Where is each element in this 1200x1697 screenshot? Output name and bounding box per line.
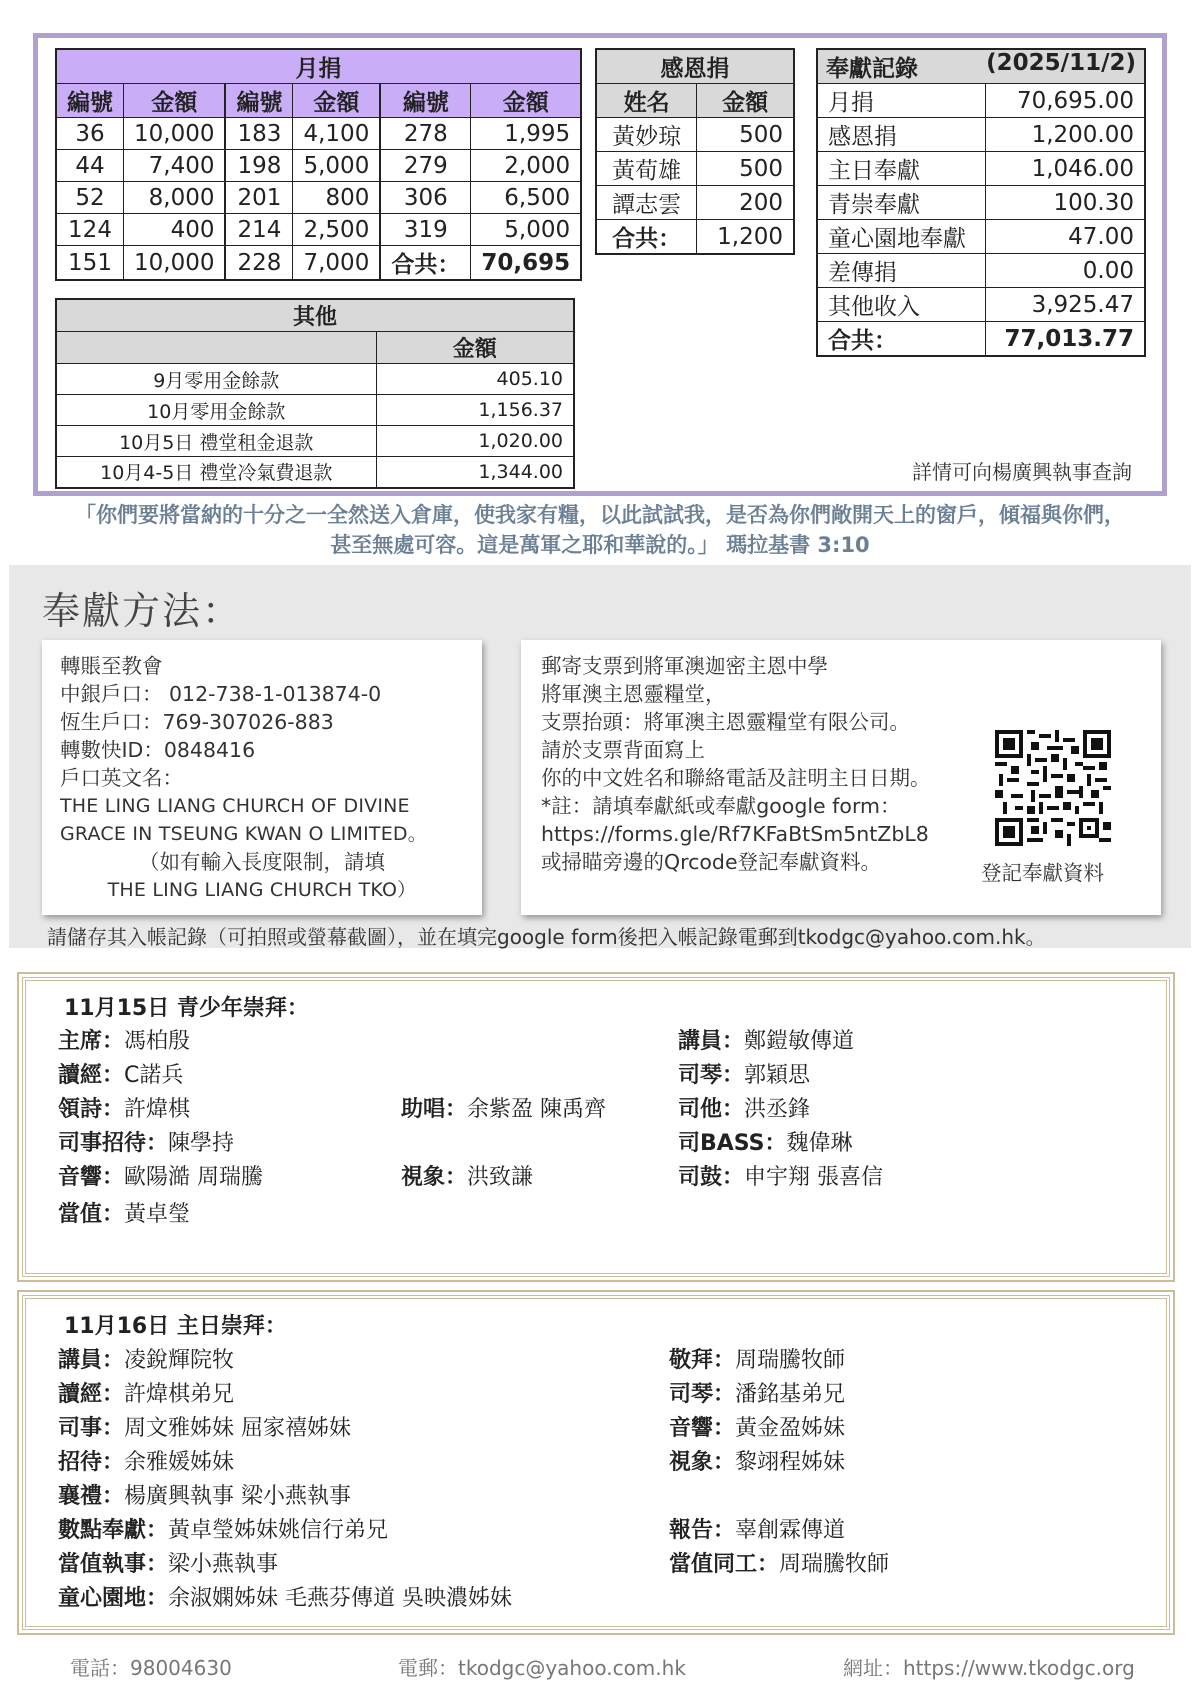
table-row [56, 395, 574, 426]
cell: 10,000 [124, 246, 226, 281]
duty-name: 黃卓瑩姊妹姚信行弟兄 [168, 1518, 389, 1543]
duty-role: 讀經： [58, 1382, 125, 1407]
duty-name: 洪丞鋒 [744, 1097, 811, 1122]
table-row [56, 214, 581, 246]
transfer-line: 中銀戶口： 012-738-1-013874-0 [60, 682, 382, 706]
duty-item [401, 1160, 533, 1191]
cell: 500 [697, 118, 794, 152]
duty-item [678, 1058, 810, 1089]
cell: 279 [380, 150, 471, 182]
cheque-line: 將軍澳主恩靈糧堂， [541, 682, 726, 706]
offering-methods-section [9, 565, 1191, 948]
duty-item [678, 1092, 810, 1123]
total-label: 合共： [817, 322, 985, 357]
cell: 198 [225, 150, 293, 182]
duty-role: 視象： [669, 1450, 736, 1475]
duty-item [58, 1547, 278, 1578]
transfer-line: 轉賬至教會 [60, 654, 163, 678]
cell: 10月零用金餘款 [56, 395, 376, 426]
duty-role: 司他： [678, 1097, 745, 1122]
duty-item [401, 1092, 606, 1123]
total-value: 70,695 [471, 246, 581, 281]
duty-item [58, 1197, 190, 1228]
duty-item [58, 1445, 234, 1476]
duty-role: 敬拜： [669, 1348, 736, 1373]
cell: 400 [124, 214, 226, 246]
cell: 10,000 [124, 118, 226, 150]
duty-name: 余紫盈 陳禹齊 [467, 1097, 607, 1122]
cell: 2,500 [293, 214, 380, 246]
cell: 200 [697, 186, 794, 220]
duty-item [58, 1126, 234, 1157]
duty-item [669, 1343, 845, 1374]
col-header: 姓名 [596, 84, 697, 118]
duty-name: 辜創霖傳道 [735, 1518, 846, 1543]
transfer-line: THE LING LIANG CHURCH OF DIVINE [60, 795, 410, 817]
table-row [817, 186, 1145, 220]
total-label: 合共： [380, 246, 471, 281]
duty-role: 司事： [58, 1416, 125, 1441]
duty-name: 許煒棋弟兄 [124, 1382, 235, 1407]
cell: 8,000 [124, 182, 226, 214]
duty-name: 凌銳輝院牧 [124, 1348, 235, 1373]
duty-item [669, 1513, 845, 1544]
verse-line: 甚至無處可容。這是萬軍之耶和華說的。」 瑪拉基書 3:10 [330, 533, 870, 557]
transfer-line: THE LING LIANG CHURCH TKO） [107, 879, 417, 901]
cell: 黃妙琼 [596, 118, 697, 152]
cell: 1,156.37 [376, 395, 574, 426]
cheque-line: 請於支票背面寫上 [541, 738, 705, 762]
cell: 0.00 [985, 254, 1145, 288]
duty-item [669, 1445, 845, 1476]
table-row [56, 457, 574, 488]
duty-item [58, 1513, 388, 1544]
table-row [56, 426, 574, 457]
cheque-line: 你的中文姓名和聯絡電話及註明主日日期。 [541, 766, 931, 790]
duty-item [58, 1058, 183, 1089]
transfer-line: （如有輸入長度限制，請填 [139, 850, 385, 874]
duty-item [58, 1411, 351, 1442]
cell: 1,200.00 [985, 118, 1145, 152]
cell: 1,020.00 [376, 426, 574, 457]
duty-item [669, 1377, 845, 1408]
cell: 10月4-5日 禮堂冷氣費退款 [56, 457, 376, 488]
duty-item [678, 1024, 854, 1055]
transfer-line: 轉數快ID：0848416 [60, 738, 256, 762]
duty-role: 當值同工： [669, 1552, 780, 1577]
cell: 44 [56, 150, 124, 182]
duty-role: 音響： [669, 1416, 736, 1441]
col-header: 金額 [293, 84, 380, 118]
cell: 主日奉獻 [817, 152, 985, 186]
transfer-line: GRACE IN TSEUNG KWAN O LIMITED。 [60, 823, 427, 845]
google-form-link[interactable]: https://forms.gle/Rf7KFaBtSm5ntZbL8 [541, 822, 929, 846]
table-row [56, 150, 581, 182]
cell: 500 [697, 152, 794, 186]
total-value: 1,200 [697, 220, 794, 255]
table-row [817, 152, 1145, 186]
col-header: 金額 [471, 84, 581, 118]
col-header [56, 332, 376, 364]
cell: 5,000 [471, 214, 581, 246]
duty-item [58, 1024, 190, 1055]
other-income-table [55, 298, 575, 489]
duty-role: 主席： [58, 1029, 125, 1054]
verse-line: 「你們要將當納的十分之一全然送入倉庫，使我家有糧，以此試試我，是否為你們敞開天上的窗戶，傾福與你們， [75, 503, 1125, 527]
duty-name: 魏偉琳 [786, 1131, 853, 1156]
duty-item [678, 1126, 853, 1157]
duty-item [58, 1377, 234, 1408]
cell: 405.10 [376, 364, 574, 395]
record-title: 奉獻記錄 [826, 56, 918, 82]
cell: 214 [225, 214, 293, 246]
total-label: 合共： [596, 220, 697, 255]
duty-role: 襄禮： [58, 1484, 125, 1509]
duty-role: 司事招待： [58, 1131, 169, 1156]
cell: 黃荀雄 [596, 152, 697, 186]
duty-role: 數點奉獻： [58, 1518, 169, 1543]
duty-role: 助唱： [401, 1097, 468, 1122]
total-value: 77,013.77 [985, 322, 1145, 357]
cell: 7,000 [293, 246, 380, 281]
duty-name: 鄭鎧敏傳道 [744, 1029, 855, 1054]
table-row [596, 220, 794, 255]
duty-name: 周瑞騰牧師 [735, 1348, 846, 1373]
duty-role: 音響： [58, 1165, 125, 1190]
col-header: 金額 [697, 84, 794, 118]
col-header: 金額 [124, 84, 226, 118]
duty-role: 招待： [58, 1450, 125, 1475]
cell: 36 [56, 118, 124, 150]
duty-role: 讀經： [58, 1063, 125, 1088]
cell: 228 [225, 246, 293, 281]
cell: 2,000 [471, 150, 581, 182]
col-header: 編號 [225, 84, 293, 118]
duty-item [669, 1547, 889, 1578]
cell: 151 [56, 246, 124, 281]
duty-role: 講員： [678, 1029, 745, 1054]
cell: 1,995 [471, 118, 581, 150]
cheque-line: 支票抬頭：將軍澳主恩靈糧堂有限公司。 [541, 710, 910, 734]
table-row [817, 84, 1145, 118]
table-row [56, 182, 581, 214]
table-row [817, 322, 1145, 357]
record-date: (2025/11/2) [986, 50, 1136, 76]
duty-name: 黎翊程姊妹 [735, 1450, 846, 1475]
duty-item [58, 1343, 234, 1374]
table-row [817, 118, 1145, 152]
cell: 其他收入 [817, 288, 985, 322]
duty-item [58, 1160, 263, 1191]
footer-phone: 電話：98004630 [70, 1656, 232, 1680]
qr-code[interactable] [995, 730, 1111, 846]
other-title: 其他 [56, 299, 574, 332]
methods-title: 奉獻方法： [42, 589, 243, 633]
duty-name: 洪致謙 [467, 1165, 534, 1190]
qr-code-icon [995, 730, 1111, 846]
cell: 9月零用金餘款 [56, 364, 376, 395]
duty-role: 領詩： [58, 1097, 125, 1122]
duty-item [58, 1479, 351, 1510]
duty-role: 司琴： [669, 1382, 736, 1407]
duty-name: 余雅媛姊妹 [124, 1450, 235, 1475]
cell: 感恩捐 [817, 118, 985, 152]
cell: 譚志雲 [596, 186, 697, 220]
duty-item [58, 1581, 512, 1612]
table-row [596, 186, 794, 220]
monthly-title: 月捐 [56, 49, 581, 84]
duty-item [669, 1411, 845, 1442]
duty-name: 馮柏殷 [124, 1029, 191, 1054]
cell: 3,925.47 [985, 288, 1145, 322]
cell: 1,046.00 [985, 152, 1145, 186]
bank-transfer-card [42, 640, 482, 915]
inquiry-note: 詳情可向楊廣興執事查詢 [912, 460, 1132, 484]
youth-service-box [22, 977, 1170, 1277]
col-header: 編號 [56, 84, 124, 118]
duty-role: 報告： [669, 1518, 736, 1543]
cell: 124 [56, 214, 124, 246]
bible-verse [40, 500, 1160, 560]
duty-name: 申宇翔 張喜信 [744, 1165, 884, 1190]
footer-website[interactable]: 網址：https://www.tkodgc.org [843, 1656, 1135, 1680]
col-header: 編號 [380, 84, 471, 118]
cell: 319 [380, 214, 471, 246]
duty-name: 余淑嫻姊妹 毛燕芬傳道 吳映濃姊妹 [168, 1586, 513, 1611]
cell: 10月5日 禮堂租金退款 [56, 426, 376, 457]
methods-note: 請儲存其入帳記錄（可拍照或螢幕截圖），並在填完google form後把入帳記錄電郵到tkodgc@yahoo.com.hk。 [47, 925, 1046, 949]
cell: 青崇奉獻 [817, 186, 985, 220]
cheque-line: *註：請填奉獻紙或奉獻google form： [541, 794, 901, 818]
duty-name: 許煒棋 [124, 1097, 191, 1122]
cell: 70,695.00 [985, 84, 1145, 118]
cell: 童心園地奉獻 [817, 220, 985, 254]
cell: 月捐 [817, 84, 985, 118]
duty-name: 歐陽澔 周瑞騰 [124, 1165, 264, 1190]
duty-name: 黃金盈姊妹 [735, 1416, 846, 1441]
cell: 100.30 [985, 186, 1145, 220]
duty-role: 童心園地： [58, 1586, 169, 1611]
cell: 1,344.00 [376, 457, 574, 488]
table-row [817, 288, 1145, 322]
duty-item [678, 1160, 883, 1191]
duty-name: 周文雅姊妹 屈家禧姊妹 [124, 1416, 352, 1441]
duty-role: 當值： [58, 1202, 125, 1227]
duty-name: 潘銘基弟兄 [735, 1382, 846, 1407]
cell: 4,100 [293, 118, 380, 150]
duty-role: 講員： [58, 1348, 125, 1373]
qr-label: 登記奉獻資料 [981, 861, 1104, 885]
table-row [596, 118, 794, 152]
duty-name: 陳學持 [168, 1131, 235, 1156]
duty-name: 周瑞騰牧師 [779, 1552, 890, 1577]
monthly-offering-table [55, 48, 582, 281]
duty-name: 郭穎思 [744, 1063, 811, 1088]
cell: 201 [225, 182, 293, 214]
offering-record-table [816, 48, 1146, 357]
youth-service-title: 11月15日 青少年崇拜： [64, 996, 309, 1021]
cell: 52 [56, 182, 124, 214]
sunday-service-title: 11月16日 主日崇拜： [64, 1314, 287, 1339]
cell: 306 [380, 182, 471, 214]
cell: 7,400 [124, 150, 226, 182]
duty-item [58, 1092, 190, 1123]
cell: 183 [225, 118, 293, 150]
table-row [817, 254, 1145, 288]
cell: 800 [293, 182, 380, 214]
table-row [817, 220, 1145, 254]
duty-role: 視象： [401, 1165, 468, 1190]
sunday-service-box [22, 1295, 1170, 1630]
duty-name: 黃卓瑩 [124, 1202, 191, 1227]
duty-name: C諾兵 [124, 1063, 184, 1088]
cell: 5,000 [293, 150, 380, 182]
cheque-card [521, 640, 1161, 915]
duty-role: 司鼓： [678, 1165, 745, 1190]
thanks-title: 感恩捐 [596, 49, 794, 84]
record-header [817, 49, 1145, 84]
cell: 47.00 [985, 220, 1145, 254]
duty-name: 梁小燕執事 [168, 1552, 279, 1577]
col-header: 金額 [376, 332, 574, 364]
transfer-line: 戶口英文名： [60, 766, 183, 790]
duty-role: 當值執事： [58, 1552, 169, 1577]
cell: 278 [380, 118, 471, 150]
thanks-offering-table [595, 48, 795, 255]
table-row [56, 364, 574, 395]
footer-email[interactable]: 電郵：tkodgc@yahoo.com.hk [398, 1656, 686, 1680]
duty-name: 楊廣興執事 梁小燕執事 [124, 1484, 352, 1509]
table-row [596, 152, 794, 186]
transfer-line: 恆生戶口：769-307026-883 [60, 710, 334, 734]
cheque-line: 郵寄支票到將軍澳迦密主恩中學 [541, 654, 828, 678]
cell: 6,500 [471, 182, 581, 214]
duty-role: 司琴： [678, 1063, 745, 1088]
table-row [56, 118, 581, 150]
cell: 差傳捐 [817, 254, 985, 288]
table-row [56, 246, 581, 281]
cheque-line: 或掃瞄旁邊的Qrcode登記奉獻資料。 [541, 850, 882, 874]
duty-role: 司BASS： [678, 1131, 787, 1156]
